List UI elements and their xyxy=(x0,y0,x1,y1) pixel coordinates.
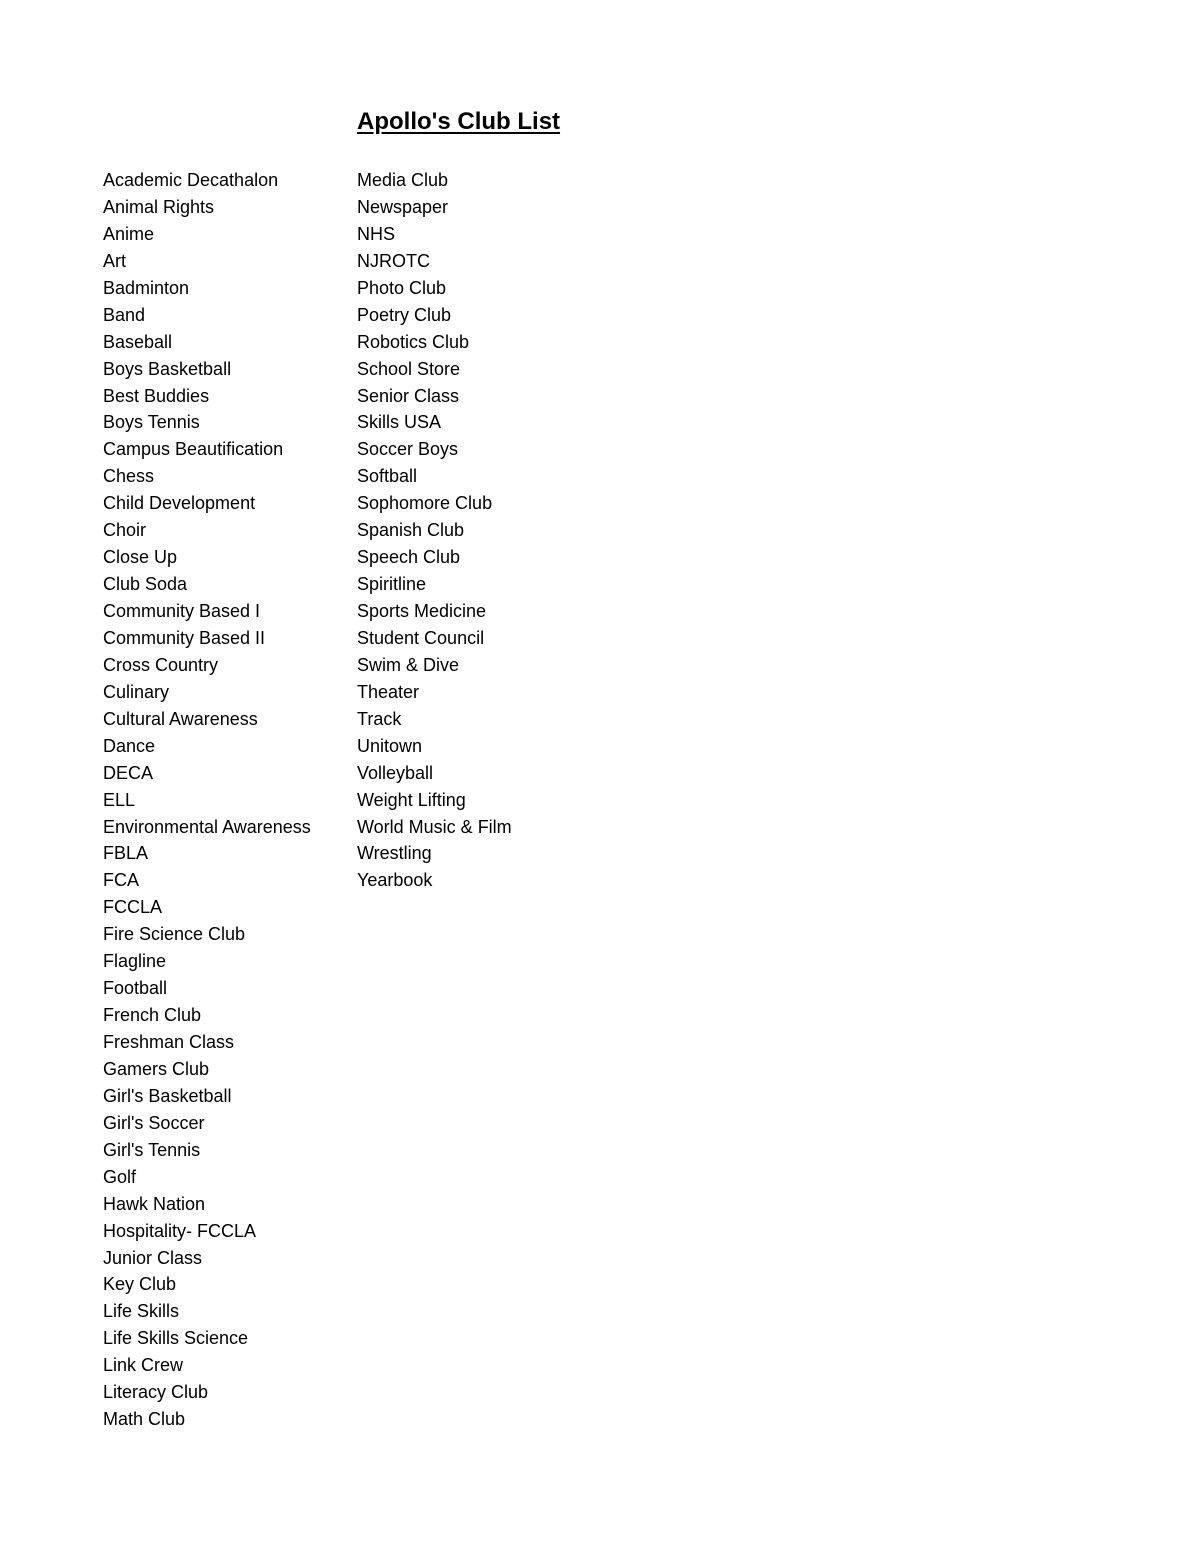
club-list-item: Community Based II xyxy=(103,627,266,648)
club-list-item: Unitown xyxy=(357,735,423,756)
club-list-item: Key Club xyxy=(103,1274,177,1295)
club-list-item: Band xyxy=(103,304,146,325)
club-list-item: Cultural Awareness xyxy=(103,708,258,729)
club-list-item: Swim & Dive xyxy=(357,654,460,675)
club-list-item: World Music & Film xyxy=(357,816,512,837)
club-list-item: Golf xyxy=(103,1166,137,1187)
club-list-item: Art xyxy=(103,250,127,271)
club-list-item: Girl's Soccer xyxy=(103,1112,205,1133)
club-list-item: Boys Basketball xyxy=(103,358,232,379)
club-list-item: Club Soda xyxy=(103,574,188,595)
club-list-item: Track xyxy=(357,708,402,729)
club-list-left-column xyxy=(103,167,311,1433)
club-list-item: Chess xyxy=(103,466,155,487)
club-list-item: Anime xyxy=(103,223,155,244)
club-list-item: Hospitality- FCCLA xyxy=(103,1220,257,1241)
club-list-item: Baseball xyxy=(103,331,173,352)
club-list-item: Environmental Awareness xyxy=(103,816,311,837)
club-list-item: Wrestling xyxy=(357,843,432,864)
club-list-item: Speech Club xyxy=(357,547,461,568)
club-list-item: Theater xyxy=(357,681,420,702)
club-list-item: Link Crew xyxy=(103,1355,184,1376)
club-list-item: Freshman Class xyxy=(103,1032,235,1052)
club-list-item: Best Buddies xyxy=(103,385,210,406)
club-list-item: Softball xyxy=(357,466,418,487)
club-list-item: Media Club xyxy=(357,170,449,190)
club-list-item: Girl's Basketball xyxy=(103,1085,232,1106)
club-list-item: DECA xyxy=(103,762,154,783)
club-list-item: FBLA xyxy=(103,843,149,864)
club-list-item: Yearbook xyxy=(357,870,433,891)
club-list-item: Student Council xyxy=(357,627,485,648)
club-list-item: Boys Tennis xyxy=(103,412,200,433)
club-list-item: Flagline xyxy=(103,951,167,972)
club-list-item: Volleyball xyxy=(357,762,434,783)
page-title: Apollo's Club List xyxy=(357,108,561,135)
club-list-item: Poetry Club xyxy=(357,304,452,325)
club-list-item: Animal Rights xyxy=(103,196,215,217)
club-list-item: Culinary xyxy=(103,681,170,702)
club-list-item: French Club xyxy=(103,1005,202,1026)
club-list-item: Cross Country xyxy=(103,654,219,675)
club-list-item: FCA xyxy=(103,870,139,891)
club-list-item: Weight Lifting xyxy=(357,789,466,810)
club-list-item: Soccer Boys xyxy=(357,439,459,460)
club-list-item: NJROTC xyxy=(357,250,430,271)
club-list-item: Spanish Club xyxy=(357,520,465,541)
club-list-item: Spiritline xyxy=(357,574,427,595)
club-list-item: ELL xyxy=(103,789,136,810)
club-list-item: Photo Club xyxy=(357,277,447,298)
club-list-item: Sports Medicine xyxy=(357,601,487,621)
club-list-item: Literacy Club xyxy=(103,1382,209,1403)
club-list-item: Gamers Club xyxy=(103,1058,210,1079)
club-list-item: Skills USA xyxy=(357,412,442,433)
club-list-item: Math Club xyxy=(103,1409,186,1430)
club-list-item: Campus Beautification xyxy=(103,439,284,460)
club-list-item: Robotics Club xyxy=(357,331,470,352)
club-list-item: Junior Class xyxy=(103,1247,203,1268)
club-list-item: Newspaper xyxy=(357,196,449,217)
club-list-item: Dance xyxy=(103,735,156,756)
club-list-item: Community Based I xyxy=(103,601,261,621)
club-list-item: Senior Class xyxy=(357,385,460,406)
club-list-item: Hawk Nation xyxy=(103,1193,206,1214)
club-list-item: Fire Science Club xyxy=(103,924,246,945)
club-list-item: Choir xyxy=(103,520,147,541)
club-list-item: NHS xyxy=(357,223,396,244)
club-list-item: Sophomore Club xyxy=(357,493,493,514)
club-list-item: Girl's Tennis xyxy=(103,1139,201,1160)
club-list-item: Academic Decathalon xyxy=(103,170,279,190)
club-list-item: Football xyxy=(103,978,168,999)
club-list-item: Close Up xyxy=(103,547,178,568)
club-list-item: Life Skills Science xyxy=(103,1328,249,1349)
club-list-item: Child Development xyxy=(103,493,256,514)
club-list-item: Badminton xyxy=(103,277,190,298)
club-list-item: Life Skills xyxy=(103,1301,180,1322)
club-list-item: School Store xyxy=(357,358,461,379)
club-list-right-column xyxy=(357,167,512,894)
club-list-item: FCCLA xyxy=(103,897,163,918)
